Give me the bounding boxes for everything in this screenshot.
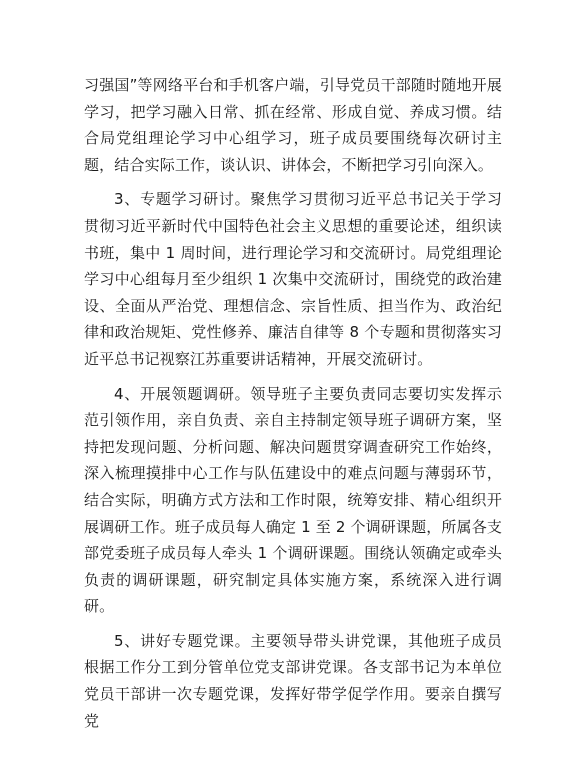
paragraph-item-4: 4、开展领题调研。领导班子主要负责同志要切实发挥示范引领作用，亲自负责、亲自主持制定领导班子调研方案，坚持把发现问题、分析问题、解决问题贯穿调查研究工作始终，深入梳理摸排中心工作与队伍建设中的难点问题与薄弱环节，结合实际，明确方式方法和工作时限，统筹安排、精心组织开展调研工作。班子成员每人确定 1 至 2 个调研课题，所属各支部党委班子成员每人牵头 1 个调研课题。围绕认领确定或牵头负责的调研课题，研究制定具体实施方案，系统深入进行调研。	[84, 384, 502, 616]
paragraph-continuation: 习强国”等网络平台和手机客户端，引导党员干部随时随地开展学习，把学习融入日常、抓在经常、形成自觉、养成习惯。结合局党组理论学习中心组学习，班子成员要围绕每次研讨主题，结合实际工作，谈认识、讲体会，不断把学习引向深入。	[84, 76, 502, 174]
paragraph-item-3: 3、专题学习研讨。聚焦学习贯彻习近平总书记关于学习贯彻习近平新时代中国特色社会主义思想的重要论述，组织读书班，集中 1 周时间，进行理论学习和交流研讨。局党组理论学习中心组每月至少组织 1 次集中交流研讨，围绕党的政治建设、全面从严治党、理想信念、宗旨性质、担当作为、政治纪律和政治规矩、党性修养、廉洁自律等 8 个专题和贯彻落实习近平总书记视察江苏重要讲话精神，开展交流研讨。	[84, 190, 502, 368]
paragraph-item-5: 5、讲好专题党课。主要领导带头讲党课，其他班子成员根据工作分工到分管单位党支部讲党课。各支部书记为本单位党员干部讲一次专题党课，发挥好带学促学作用。要亲自撰写党	[84, 631, 502, 730]
document-body	[84, 72, 502, 734]
